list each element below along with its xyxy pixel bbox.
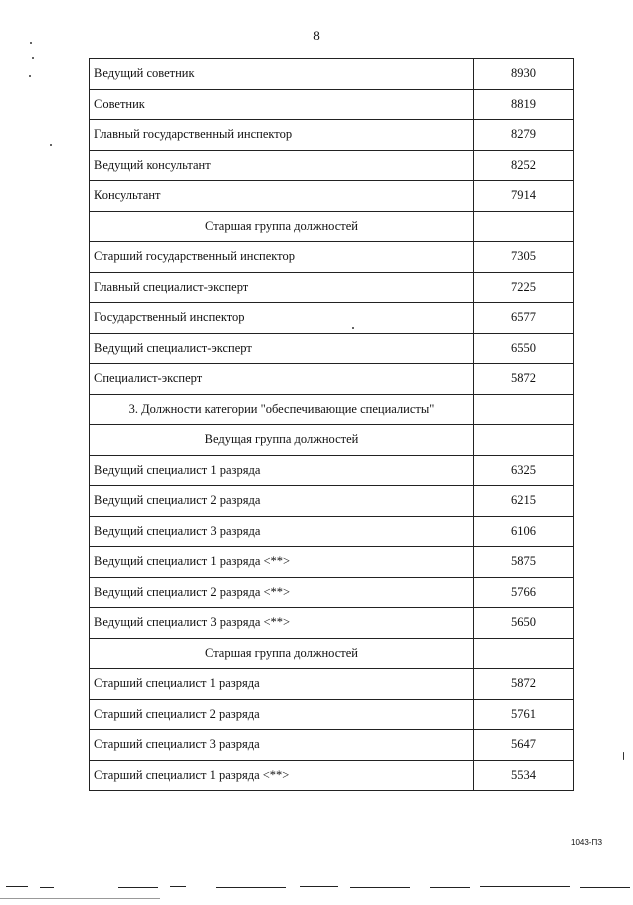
scan-speck: [623, 752, 624, 760]
table-row: [90, 730, 574, 761]
salary-value-cell: 5761: [474, 699, 574, 730]
salary-value-cell: 7225: [474, 272, 574, 303]
group-header-cell: Старшая группа должностей: [90, 638, 474, 669]
position-cell: Главный специалист-эксперт: [90, 272, 474, 303]
scan-speck: [32, 57, 34, 59]
position-cell: Ведущий специалист 2 разряда: [90, 486, 474, 517]
salary-value-cell: 8819: [474, 89, 574, 120]
position-cell: Государственный инспектор: [90, 303, 474, 334]
position-cell: Специалист-эксперт: [90, 364, 474, 395]
salary-table-body: [90, 59, 574, 791]
table-row: [90, 120, 574, 151]
position-cell: Ведущий специалист 1 разряда <**>: [90, 547, 474, 578]
scan-edge-artifact: [0, 882, 633, 890]
position-cell: Ведущий специалист 3 разряда: [90, 516, 474, 547]
position-cell: Консультант: [90, 181, 474, 212]
group-header-cell: Ведущая группа должностей: [90, 425, 474, 456]
salary-value-cell: 7305: [474, 242, 574, 273]
position-cell: Старший специалист 1 разряда: [90, 669, 474, 700]
salary-value-cell: 5766: [474, 577, 574, 608]
table-group-header-row: [90, 211, 574, 242]
position-cell: Ведущий консультант: [90, 150, 474, 181]
scan-speck: [50, 144, 52, 146]
table-row: [90, 608, 574, 639]
table-row: [90, 364, 574, 395]
salary-value-cell: 8930: [474, 59, 574, 90]
document-code: 1043-ПЗ: [571, 838, 603, 847]
salary-value-cell: 6550: [474, 333, 574, 364]
salary-value-cell: 5647: [474, 730, 574, 761]
scan-speck: [29, 75, 31, 77]
position-cell: Ведущий специалист-эксперт: [90, 333, 474, 364]
table-row: [90, 455, 574, 486]
salary-value-cell: 6106: [474, 516, 574, 547]
salary-value-cell: 6577: [474, 303, 574, 334]
table-row: [90, 669, 574, 700]
salary-value-cell: 5875: [474, 547, 574, 578]
group-header-cell: Старшая группа должностей: [90, 211, 474, 242]
salary-value-cell: [474, 394, 574, 425]
salary-table: [89, 58, 574, 791]
position-cell: Старший специалист 2 разряда: [90, 699, 474, 730]
position-cell: Ведущий специалист 3 разряда <**>: [90, 608, 474, 639]
position-cell: Старший государственный инспектор: [90, 242, 474, 273]
table-row: [90, 59, 574, 90]
scan-speck: [352, 327, 354, 329]
scan-bottom-rule: [0, 898, 160, 899]
table-group-header-row: [90, 425, 574, 456]
salary-value-cell: 5534: [474, 760, 574, 791]
salary-value-cell: 8252: [474, 150, 574, 181]
salary-value-cell: [474, 638, 574, 669]
position-cell: Старший специалист 3 разряда: [90, 730, 474, 761]
salary-value-cell: 5872: [474, 364, 574, 395]
table-row: [90, 150, 574, 181]
salary-value-cell: 6325: [474, 455, 574, 486]
salary-value-cell: [474, 425, 574, 456]
table-row: [90, 272, 574, 303]
position-cell: Ведущий советник: [90, 59, 474, 90]
table-row: [90, 547, 574, 578]
salary-value-cell: 7914: [474, 181, 574, 212]
salary-value-cell: 8279: [474, 120, 574, 151]
scan-speck: [30, 42, 32, 44]
table-row: [90, 699, 574, 730]
table-row: [90, 486, 574, 517]
table-row: [90, 303, 574, 334]
salary-value-cell: 5650: [474, 608, 574, 639]
table-row: [90, 181, 574, 212]
salary-value-cell: 5872: [474, 669, 574, 700]
table-row: [90, 577, 574, 608]
position-cell: Советник: [90, 89, 474, 120]
table-group-header-row: [90, 638, 574, 669]
table-group-header-row: [90, 394, 574, 425]
table-row: [90, 516, 574, 547]
position-cell: Ведущий специалист 1 разряда: [90, 455, 474, 486]
position-cell: Старший специалист 1 разряда <**>: [90, 760, 474, 791]
page-number: 8: [313, 28, 320, 43]
table-row: [90, 760, 574, 791]
salary-value-cell: 6215: [474, 486, 574, 517]
position-cell: Ведущий специалист 2 разряда <**>: [90, 577, 474, 608]
position-cell: Главный государственный инспектор: [90, 120, 474, 151]
salary-value-cell: [474, 211, 574, 242]
table-row: [90, 333, 574, 364]
table-row: [90, 89, 574, 120]
group-header-cell: 3. Должности категории "обеспечивающие специалисты": [90, 394, 474, 425]
table-row: [90, 242, 574, 273]
